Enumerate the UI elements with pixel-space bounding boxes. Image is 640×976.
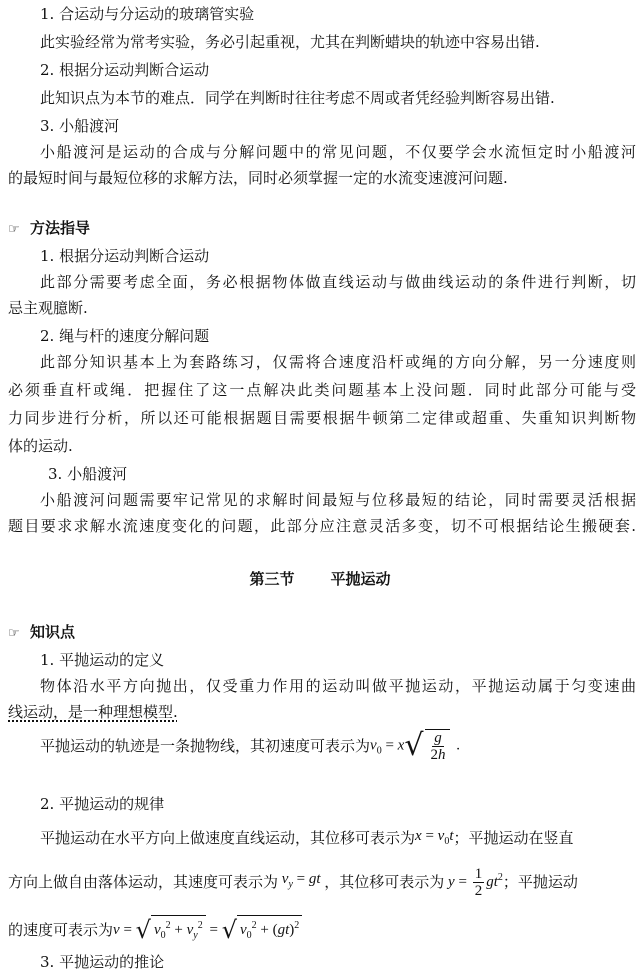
section-name: 平抛运动 bbox=[330, 570, 391, 588]
method-item2-line4: 体的运动. bbox=[8, 437, 73, 455]
section-number: 第三节 bbox=[249, 570, 295, 588]
method-item3-line1: 小船渡河问题需要牢记常见的求解时间最短与位移最短的结论，同时需要灵活根据 bbox=[40, 491, 636, 509]
method-item2-line1: 此部分知识基本上为套路练习，仅需将合速度沿杆或绳的方向分解，另一分速度则 bbox=[40, 353, 636, 371]
section-title bbox=[0, 568, 640, 589]
sec1-item2: 2. 根据分运动判断合运动 bbox=[40, 61, 210, 79]
method-item3: 3. 小船渡河 bbox=[48, 465, 128, 483]
knowledge-item1-line2: 线运动，是一种理想模型. bbox=[8, 703, 178, 721]
sec1-item3: 3. 小船渡河 bbox=[40, 117, 120, 135]
knowledge-item1: 1. 平抛运动的定义 bbox=[40, 651, 165, 669]
formula-vertical-velocity: $v_y$ = gt bbox=[281, 871, 321, 890]
sec1-item3-line1: 小船渡河是运动的合成与分解问题中的常见问题，不仅要学会水流恒定时小船渡河 bbox=[40, 143, 636, 161]
method-item3-line2: 题目要求求解水流速度变化的问题，此部分应注意灵活多变，切不可根据结论生搬硬套. bbox=[8, 517, 636, 535]
pointing-hand-icon: ☞ bbox=[8, 222, 20, 237]
formula-velocity: v = √ $v_0^2 + v_y^2$ = √ $v_0^2 + (gt)^2$ bbox=[113, 915, 302, 946]
knowledge-heading-row bbox=[8, 622, 75, 644]
formula-initial-velocity: $v_0 = x$ √ $\frac{g}{2h}$ . bbox=[370, 728, 460, 763]
formula-horizontal-displacement: $x = v_0t$ bbox=[415, 828, 454, 847]
knowledge-item2: 2. 平抛运动的规律 bbox=[40, 795, 165, 813]
sec1-item1: 1. 合运动与分运动的玻璃管实验 bbox=[40, 5, 255, 23]
method-item1-line2: 忌主观臆断. bbox=[8, 299, 88, 317]
method-heading: 方法指导 bbox=[30, 219, 91, 237]
formula-vertical-displacement: y = $\frac{1}{2}$ $gt^2$ bbox=[448, 865, 503, 899]
law-line2: 方向上做自由落体运动，其速度可表示为 $v_y$ = gt ，其位移可表示为 y = $\frac{1}{2}$ $gt^2$ ；平抛运动 bbox=[8, 865, 578, 899]
method-heading-row bbox=[8, 218, 90, 240]
method-item1-line1: 此部分需要考虑全面，务必根据物体做直线运动与做曲线运动的条件进行判断，切 bbox=[40, 273, 636, 291]
sec1-item3-line2: 的最短时间与最短位移的求解方法，同时必须掌握一定的水流变速渡河问题. bbox=[8, 169, 508, 187]
trajectory-text: 平抛运动的轨迹是一条抛物线，其初速度可表示为 bbox=[40, 737, 371, 755]
trajectory-line bbox=[40, 726, 460, 766]
knowledge-item1-line1: 物体沿水平方向抛出，仅受重力作用的运动叫做平抛运动，平抛运动属于匀变速曲 bbox=[40, 677, 636, 695]
sec1-item2-text: 此知识点为本节的难点．同学在判断时往往考虑不周或者凭经验判断容易出错. bbox=[40, 89, 555, 107]
method-item1: 1. 根据分运动判断合运动 bbox=[40, 247, 210, 265]
method-item2: 2. 绳与杆的速度分解问题 bbox=[40, 327, 210, 345]
sec1-item1-text: 此实验经常为常考实验，务必引起重视，尤其在判断蜡块的轨迹中容易出错. bbox=[40, 33, 540, 51]
law-line3: 的速度可表示为 v = √ $v_0^2 + v_y^2$ = √ $v_0^2 + (gt)^2$ bbox=[8, 914, 302, 946]
knowledge-heading: 知识点 bbox=[30, 623, 76, 641]
knowledge-item3: 3. 平抛运动的推论 bbox=[40, 953, 165, 971]
method-item2-line2: 必须垂直杆或绳．把握住了这一点解决此类问题基本上没问题．同时此部分可能与受 bbox=[8, 381, 636, 399]
law-line1: 平抛运动在水平方向上做速度直线运动，其位移可表示为$x = v_0t$；平抛运动在竖直 bbox=[40, 826, 574, 852]
method-item2-line3: 力同步进行分析，所以还可能根据题目需要根据牛顿第二定律或超重、失重知识判断物 bbox=[8, 409, 636, 427]
pointing-hand-icon: ☞ bbox=[8, 626, 20, 641]
